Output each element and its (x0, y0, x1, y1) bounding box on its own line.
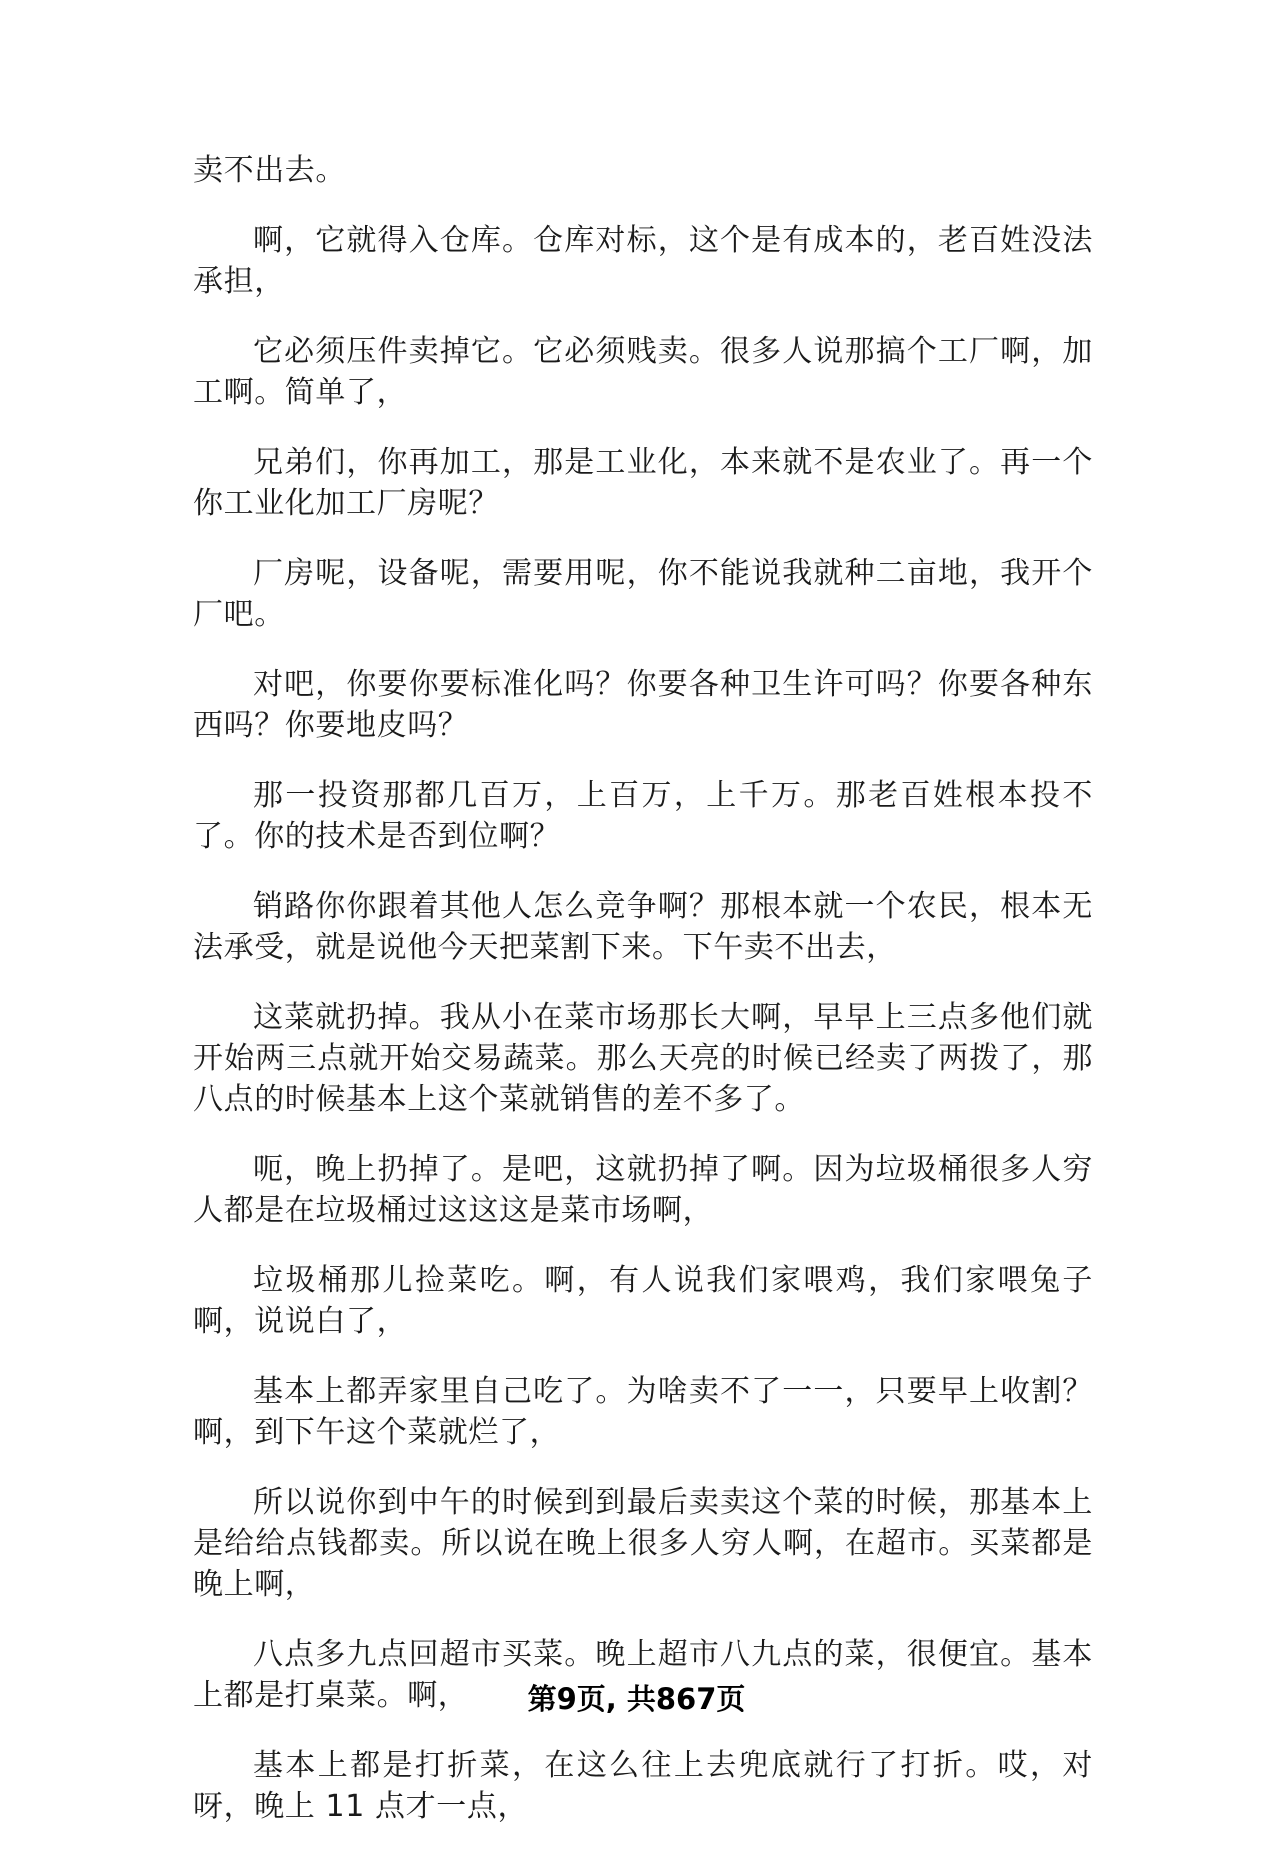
paragraph: 它必须压件卖掉它。它必须贱卖。很多人说那搞个工厂啊，加工啊。简单了， (193, 334, 1093, 410)
paragraph: 卖不出去。 (193, 153, 346, 188)
paragraph: 对吧，你要你要标准化吗？你要各种卫生许可吗？你要各种东西吗？你要地皮吗？ (193, 667, 1093, 743)
page-number: 第9页, 共867页 (527, 1682, 746, 1716)
paragraph: 这菜就扔掉。我从小在菜市场那长大啊，早早上三点多他们就开始两三点就开始交易蔬菜。那么天亮的时候已经卖了两拨了，那八点的时候基本上这个菜就销售的差不多了。 (193, 1000, 1093, 1117)
paragraph: 基本上都是打折菜，在这么往上去兜底就行了打折。哎，对呀，晚上 11 点才一点， (193, 1748, 1093, 1824)
paragraph: 啊，它就得入仓库。仓库对标，这个是有成本的，老百姓没法承担， (193, 223, 1093, 299)
paragraph: 八点多九点回超市买菜。晚上超市八九点的菜，很便宜。基本上都是打桌菜。啊， (193, 1637, 1093, 1713)
paragraph: 销路你你跟着其他人怎么竞争啊？那根本就一个农民，根本无法承受，就是说他今天把菜割下来。下午卖不出去， (193, 889, 1093, 965)
document-body (193, 150, 1093, 1856)
paragraph: 那一投资那都几百万，上百万，上千万。那老百姓根本投不了。你的技术是否到位啊？ (193, 778, 1093, 854)
paragraph: 兄弟们，你再加工，那是工业化，本来就不是农业了。再一个你工业化加工厂房呢？ (193, 445, 1093, 521)
paragraph: 垃圾桶那儿捡菜吃。啊，有人说我们家喂鸡，我们家喂兔子啊，说说白了， (193, 1263, 1093, 1339)
paragraph: 厂房呢，设备呢，需要用呢，你不能说我就种二亩地，我开个厂吧。 (193, 556, 1093, 632)
paragraph: 呃，晚上扔掉了。是吧，这就扔掉了啊。因为垃圾桶很多人穷人都是在垃圾桶过这这这是菜市场啊， (193, 1152, 1093, 1228)
paragraph: 所以说你到中午的时候到到最后卖卖这个菜的时候，那基本上是给给点钱都卖。所以说在晚上很多人穷人啊，在超市。买菜都是晚上啊， (193, 1485, 1093, 1602)
paragraph: 基本上都弄家里自己吃了。为啥卖不了一一，只要早上收割？啊，到下午这个菜就烂了， (193, 1374, 1093, 1450)
